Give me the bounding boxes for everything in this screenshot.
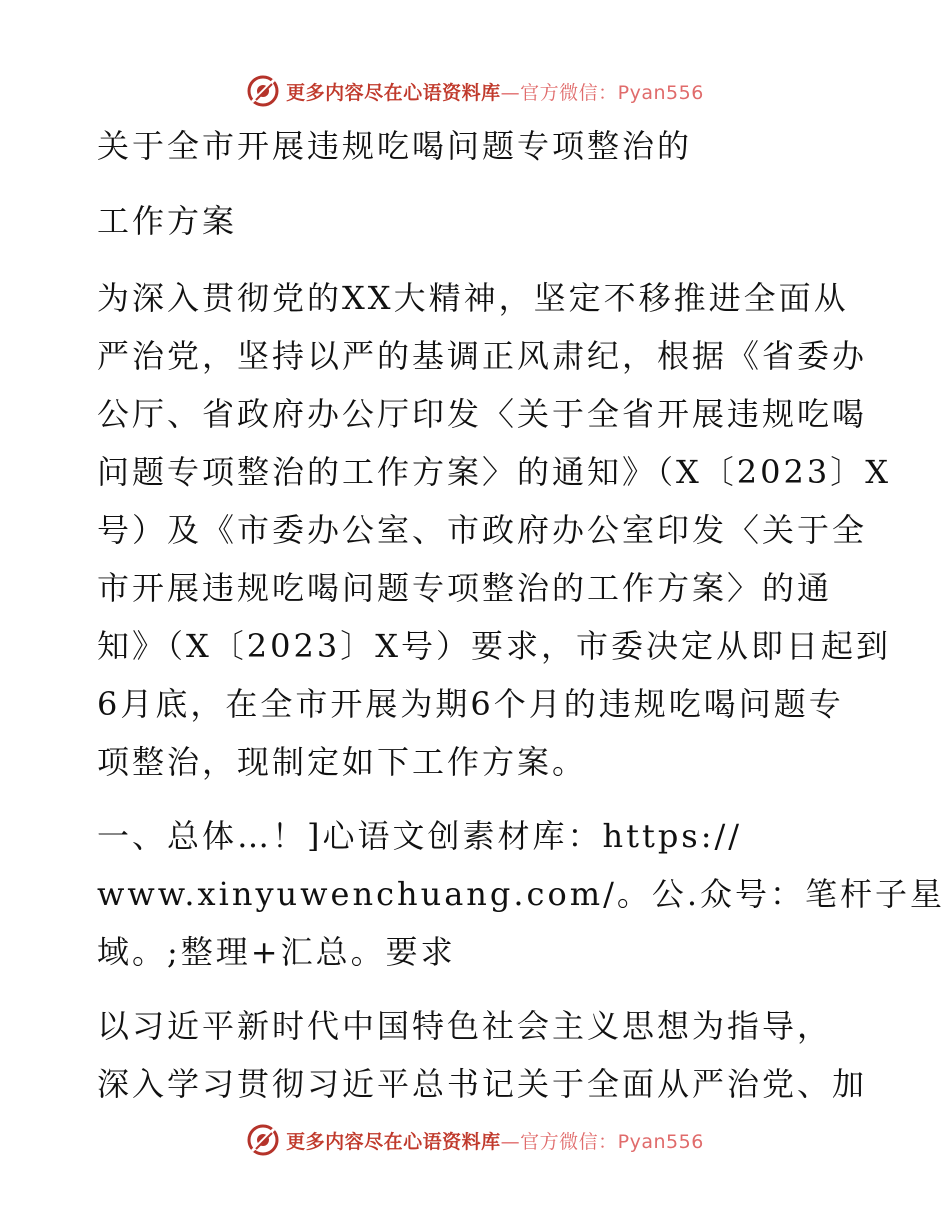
header-banner — [0, 71, 950, 111]
banner-text — [286, 1127, 704, 1154]
paragraph-line: 深入学习贯彻习近平总书记关于全面从严治党、加 — [97, 1065, 868, 1103]
banner-brand: 更多内容尽在心语资料库 — [286, 1130, 501, 1153]
paragraph-line: 严治党，坚持以严的基调正风肃纪，根据《省委办 — [97, 337, 868, 375]
paragraph-line: 为深入贯彻党的XX大精神，坚定不移推进全面从 — [97, 279, 849, 317]
paragraph-line: 市开展违规吃喝问题专项整治的工作方案〉的通 — [97, 569, 833, 607]
section-heading-line: 一、总体…！]心语文创素材库：https:// — [97, 817, 743, 855]
banner-contact: 官方微信：Pyan556 — [520, 1130, 704, 1153]
banner-text — [286, 78, 704, 105]
footer-banner — [0, 1120, 950, 1160]
banner-brand: 更多内容尽在心语资料库 — [286, 81, 501, 104]
brand-logo-icon — [246, 74, 280, 108]
paragraph-line: 公厅、省政府办公厅印发〈关于全省开展违规吃喝 — [97, 395, 868, 433]
paragraph-line: 知》（X〔2023〕X号）要求，市委决定从即日起到 — [97, 627, 892, 665]
brand-logo-icon — [246, 1123, 280, 1157]
document-subtitle: 工作方案 — [97, 202, 238, 240]
paragraph-line: 项整治，现制定如下工作方案。 — [97, 743, 588, 781]
document-title: 关于全市开展违规吃喝问题专项整治的 — [97, 127, 693, 165]
section-heading-line: www.xinyuwenchuang.com/。公.众号：笔杆子星 — [97, 875, 946, 913]
banner-separator: — — [500, 81, 521, 104]
section-heading-line: 域。;整理+汇总。要求 — [97, 933, 456, 971]
banner-separator: — — [500, 1130, 521, 1153]
paragraph-line: 6月底，在全市开展为期6个月的违规吃喝问题专 — [97, 685, 844, 723]
paragraph-line: 问题专项整治的工作方案〉的通知》（X〔2023〕X — [97, 453, 892, 491]
paragraph-line: 以习近平新时代中国特色社会主义思想为指导， — [97, 1007, 833, 1045]
banner-contact: 官方微信：Pyan556 — [520, 81, 704, 104]
paragraph-line: 号）及《市委办公室、市政府办公室印发〈关于全 — [97, 511, 868, 549]
